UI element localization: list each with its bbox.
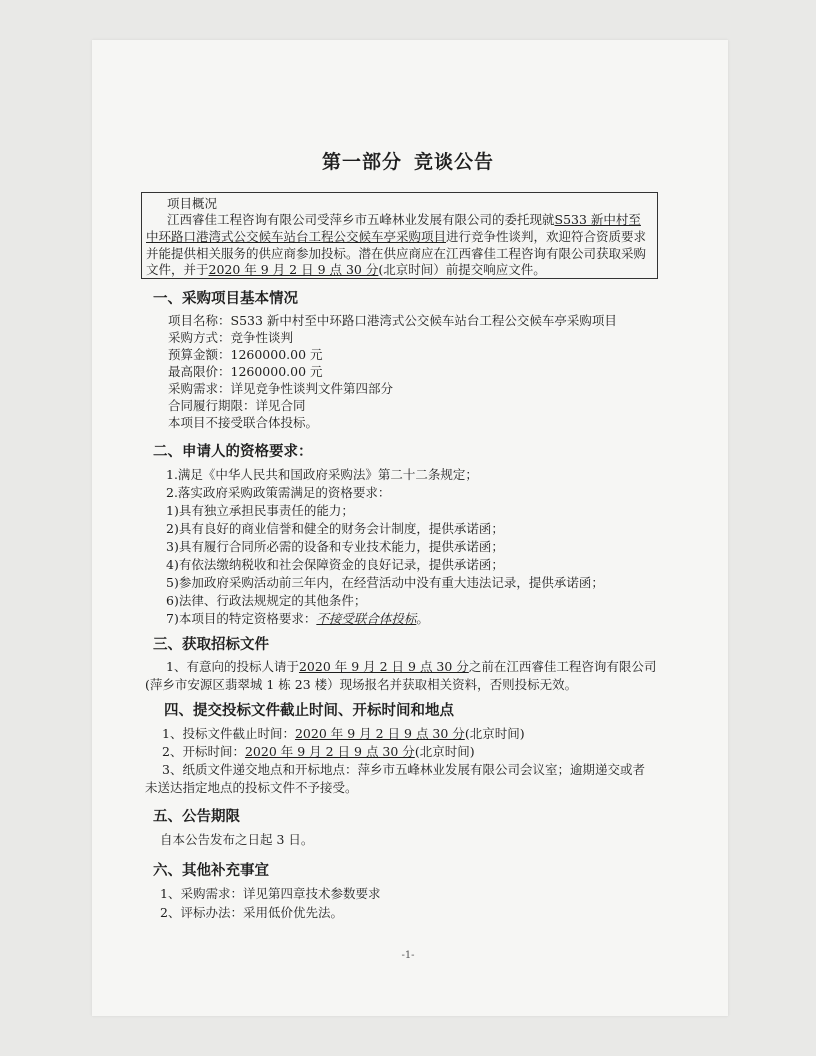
s3-line-2: (萍乡市安源区翡翠城 1 栋 23 楼）现场报名并获取相关资料，否则投标无效。 — [145, 677, 578, 692]
section-4-heading: 四、提交投标文件截止时间、开标时间和地点 — [164, 703, 454, 719]
s1-line: 合同履行期限：详见合同 — [168, 398, 306, 413]
s1-line: 项目名称：S533 新中村至中环路口港湾式公交候车站台工程公交候车亭采购项目 — [168, 313, 617, 328]
s2-line: 1)具有独立承担民事责任的能力； — [166, 503, 354, 518]
section-3-heading: 三、获取招标文件 — [153, 637, 269, 653]
s5-line-1: 自本公告发布之日起 3 日。 — [160, 832, 314, 847]
s2-line: 5)参加政府采购活动前三年内，在经营活动中没有重大违法记录，提供承诺函； — [166, 575, 604, 590]
overview-line-2: 中环路口港湾式公交候车站台工程公交候车亭采购项目进行竞争性谈判，欢迎符合资质要求 — [146, 229, 647, 244]
s1-line: 采购需求：详见竞争性谈判文件第四部分 — [168, 381, 394, 396]
s4-line-2: 2、开标时间：2020 年 9 月 2 日 9 点 30 分(北京时间) — [162, 744, 475, 759]
s1-line: 预算金额：1260000.00 元 — [168, 347, 323, 362]
section-5-heading: 五、公告期限 — [153, 809, 240, 825]
s2-line: 6)法律、行政法规规定的其他条件； — [166, 593, 367, 608]
s6-line-2: 2、评标办法：采用低价优先法。 — [160, 905, 343, 920]
page-title: 第一部分 竞谈公告 — [321, 151, 495, 173]
s2-line-7: 7)本项目的特定资格要求：不接受联合体投标。 — [166, 611, 429, 626]
overview-line-1: 江西睿佳工程咨询有限公司受萍乡市五峰林业发展有限公司的委托现就S533 新中村至 — [167, 212, 641, 227]
s1-line: 最高限价：1260000.00 元 — [168, 364, 323, 379]
s2-line: 3)具有履行合同所必需的设备和专业技术能力，提供承诺函； — [166, 539, 504, 554]
section-1-heading: 一、采购项目基本情况 — [153, 291, 298, 307]
page-number: -1- — [401, 950, 415, 961]
s2-line: 4)有依法缴纳税收和社会保障资金的良好记录，提供承诺函； — [166, 557, 504, 572]
overview-line-3: 并能提供相关服务的供应商参加投标。潜在供应商应在江西睿佳工程咨询有限公司获取采购 — [146, 246, 647, 261]
section-6-heading: 六、其他补充事宜 — [153, 863, 269, 879]
s6-line-1: 1、采购需求：详见第四章技术参数要求 — [160, 886, 381, 901]
section-2-heading: 二、申请人的资格要求： — [153, 444, 313, 460]
overview-line-4: 文件，并于2020 年 9 月 2 日 9 点 30 分(北京时间）前提交响应文件。 — [146, 262, 546, 277]
s4-line-1: 1、投标文件截止时间：2020 年 9 月 2 日 9 点 30 分(北京时间) — [162, 726, 525, 741]
s1-line: 本项目不接受联合体投标。 — [168, 415, 319, 430]
s4-line-3: 3、纸质文件递交地点和开标地点：萍乡市五峰林业发展有限公司会议室；逾期递交或者 — [162, 762, 645, 777]
s2-line: 2)具有良好的商业信誉和健全的财务会计制度，提供承诺函； — [166, 521, 504, 536]
overview-heading: 项目概况 — [167, 196, 218, 211]
s4-line-4: 未送达指定地点的投标文件不予接受。 — [145, 780, 358, 795]
s2-line: 2.落实政府采购政策需满足的资格要求： — [166, 485, 391, 500]
s2-line: 1.满足《中华人民共和国政府采购法》第二十二条规定； — [166, 467, 478, 482]
s3-line-1: 1、有意向的投标人请于2020 年 9 月 2 日 9 点 30 分之前在江西睿佳工程咨询有限公司 — [166, 659, 657, 674]
s1-line: 采购方式：竞争性谈判 — [168, 330, 294, 345]
